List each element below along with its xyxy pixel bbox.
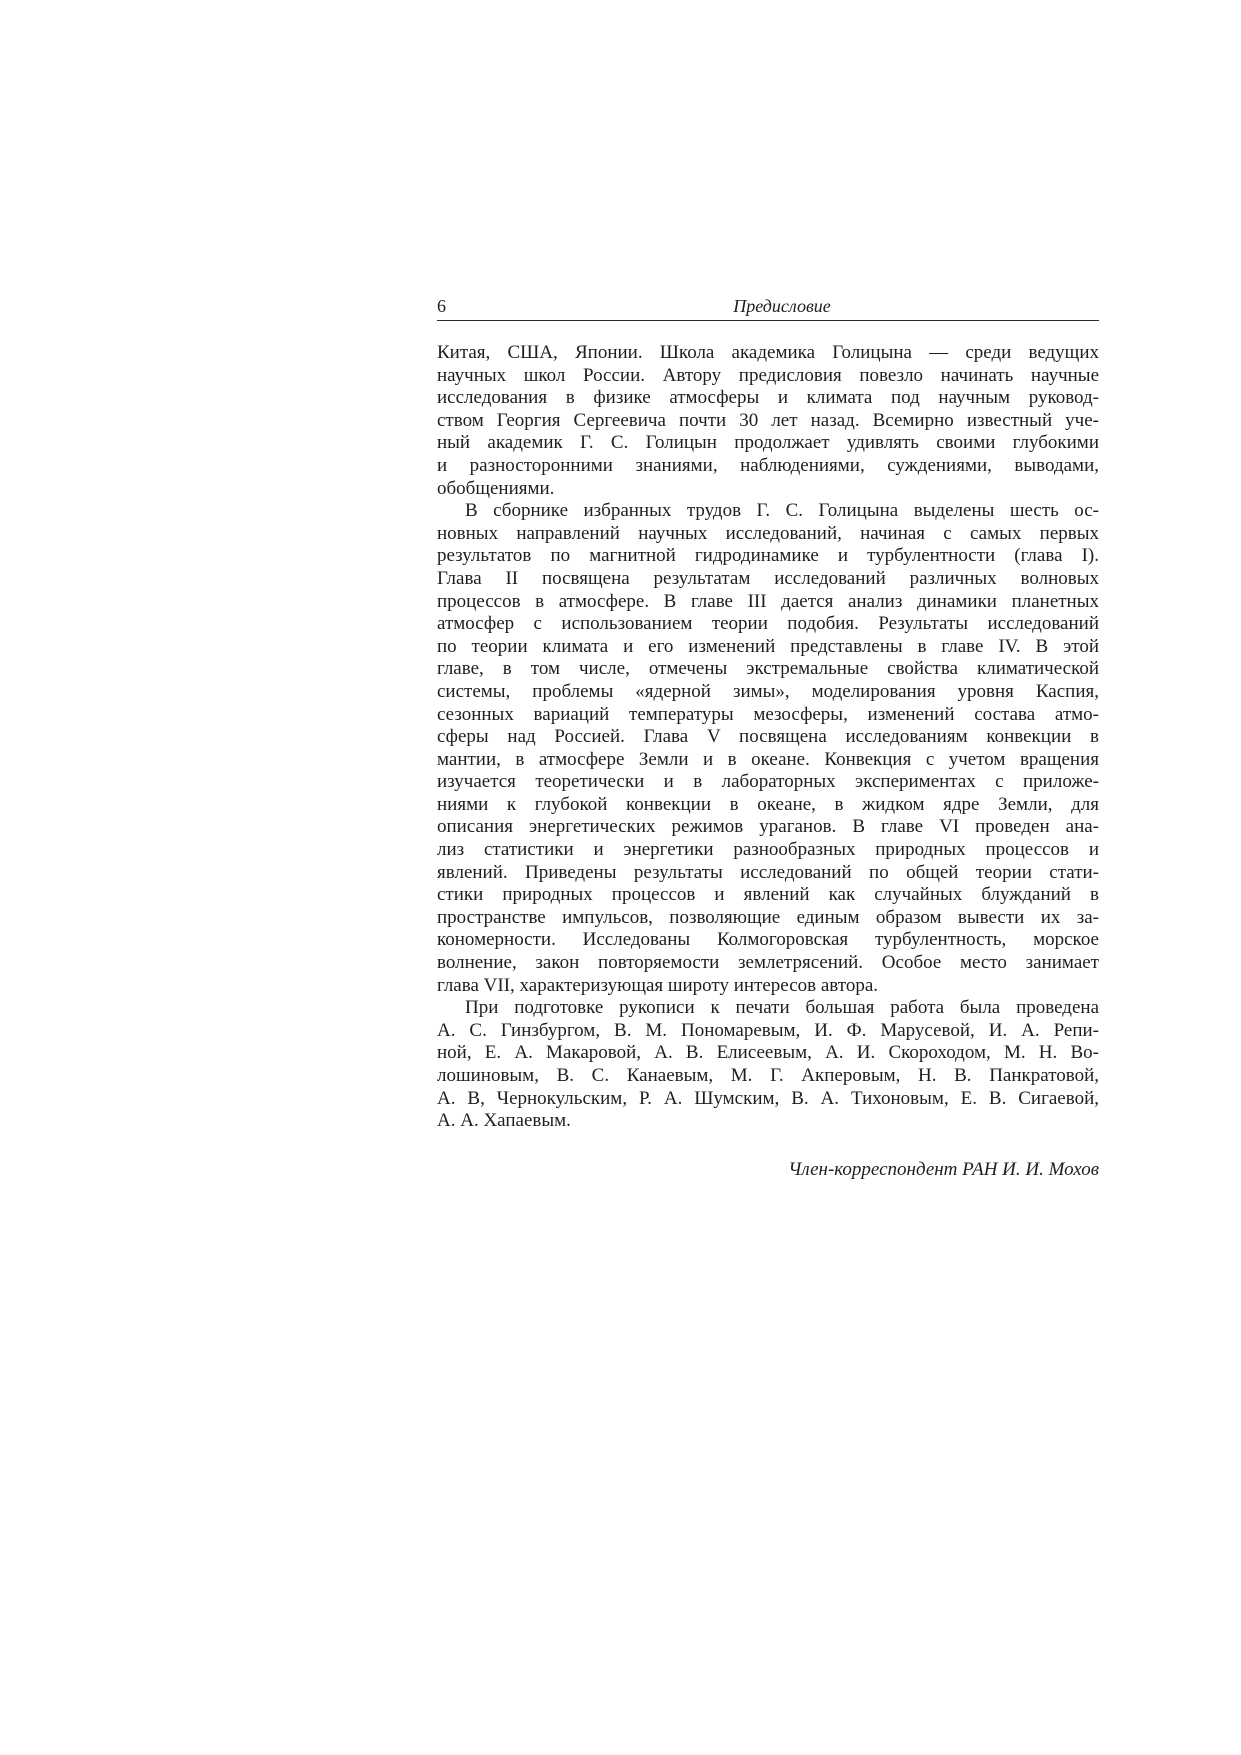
text-line: ниями к глубокой конвекции в океане, в жидком ядре Земли, для <box>437 793 1099 815</box>
text-line: атмосфер с использованием теории подобия. Результаты исследований <box>437 613 1099 635</box>
text-line: В сборнике избранных трудов Г. С. Голицына выделены шесть ос- <box>465 500 1099 522</box>
text-line: процессов в атмосфере. В главе III дается анализ динамики планетных <box>437 590 1099 612</box>
text-line: описания энергетических режимов ураганов. В главе VI проведен ана- <box>437 816 1099 838</box>
text-line: А. С. Гинзбургом, В. М. Пономаревым, И. Ф. Марусевой, И. А. Репи- <box>437 1019 1099 1041</box>
text-line: волнение, закон повторяемости землетрясений. Особое место занимает <box>437 952 1099 974</box>
text-line: обобщениями. <box>437 477 555 499</box>
text-line: мантии, в атмосфере Земли и в океане. Конвекция с учетом вращения <box>437 748 1099 770</box>
text-line: А. А. Хапаевым. <box>437 1110 571 1132</box>
text-line: результатов по магнитной гидродинамике и турбулентности (глава I). <box>437 545 1099 567</box>
text-line: пространстве импульсов, позволяющие единым образом вывести их за- <box>437 906 1099 928</box>
text-line: по теории климата и его изменений представлены в главе IV. В этой <box>437 635 1099 657</box>
text-line: изучается теоретически и в лабораторных экспериментах с приложе- <box>437 771 1099 793</box>
text-line: Глава II посвящена результатам исследований различных волновых <box>437 567 1099 589</box>
paragraph-3 <box>437 997 1099 1133</box>
text-line: глава VII, характеризующая широту интересов автора. <box>437 974 879 996</box>
text-line: сезонных вариаций температуры мезосферы, изменений состава атмо- <box>437 703 1099 725</box>
text-line: Китая, США, Японии. Школа академика Голицына — среди ведущих <box>437 342 1099 363</box>
author-signature: Член-корреспондент РАН И. И. Мохов <box>788 1158 1099 1180</box>
book-page <box>437 294 1099 1182</box>
page-number: 6 <box>437 296 446 316</box>
text-line: главе, в том числе, отмечены экстремальные свойства климатической <box>437 658 1099 680</box>
text-line: системы, проблемы «ядерной зимы», моделирования уровня Каспия, <box>437 680 1099 702</box>
text-line: исследования в физике атмосферы и климата под научным руковод- <box>437 387 1099 409</box>
text-line: научных школ России. Автору предисловия повезло начинать научные <box>437 364 1099 386</box>
text-line: ный академик Г. С. Голицын продолжает удивлять своими глубокими <box>437 432 1099 454</box>
text-line: новных направлений научных исследований, начиная с самых первых <box>437 522 1099 544</box>
body-text <box>437 342 1099 1133</box>
paragraph-2 <box>437 500 1099 997</box>
text-line: При подготовке рукописи к печати большая работа была проведена <box>465 997 1099 1019</box>
text-line: стики природных процессов и явлений как случайных блужданий в <box>437 884 1099 906</box>
text-line: А. В, Чернокульским, Р. А. Шумским, В. А. Тихоновым, Е. В. Сигаевой, <box>437 1087 1099 1109</box>
text-line: лиз статистики и энергетики разнообразных природных процессов и <box>437 839 1099 861</box>
text-line: и разносторонними знаниями, наблюдениями, суждениями, выводами, <box>437 454 1099 476</box>
text-line: ной, Е. А. Макаровой, А. В. Елисеевым, А. И. Скороходом, М. Н. Во- <box>437 1042 1099 1064</box>
text-line: ством Георгия Сергеевича почти 30 лет назад. Всемирно известный уче- <box>437 409 1099 431</box>
text-line: сферы над Россией. Глава V посвящена исследованиям конвекции в <box>437 726 1099 748</box>
text-line: лошиновым, В. С. Канаевым, М. Г. Акперовым, Н. В. Панкратовой, <box>437 1065 1099 1086</box>
text-line: явлений. Приведены результаты исследований по общей теории стати- <box>437 861 1099 883</box>
section-title: Предисловие <box>733 296 831 316</box>
paragraph-1 <box>437 342 1099 500</box>
text-line: кономерности. Исследованы Колмогоровская турбулентность, морское <box>437 929 1099 951</box>
running-header <box>437 294 1099 321</box>
